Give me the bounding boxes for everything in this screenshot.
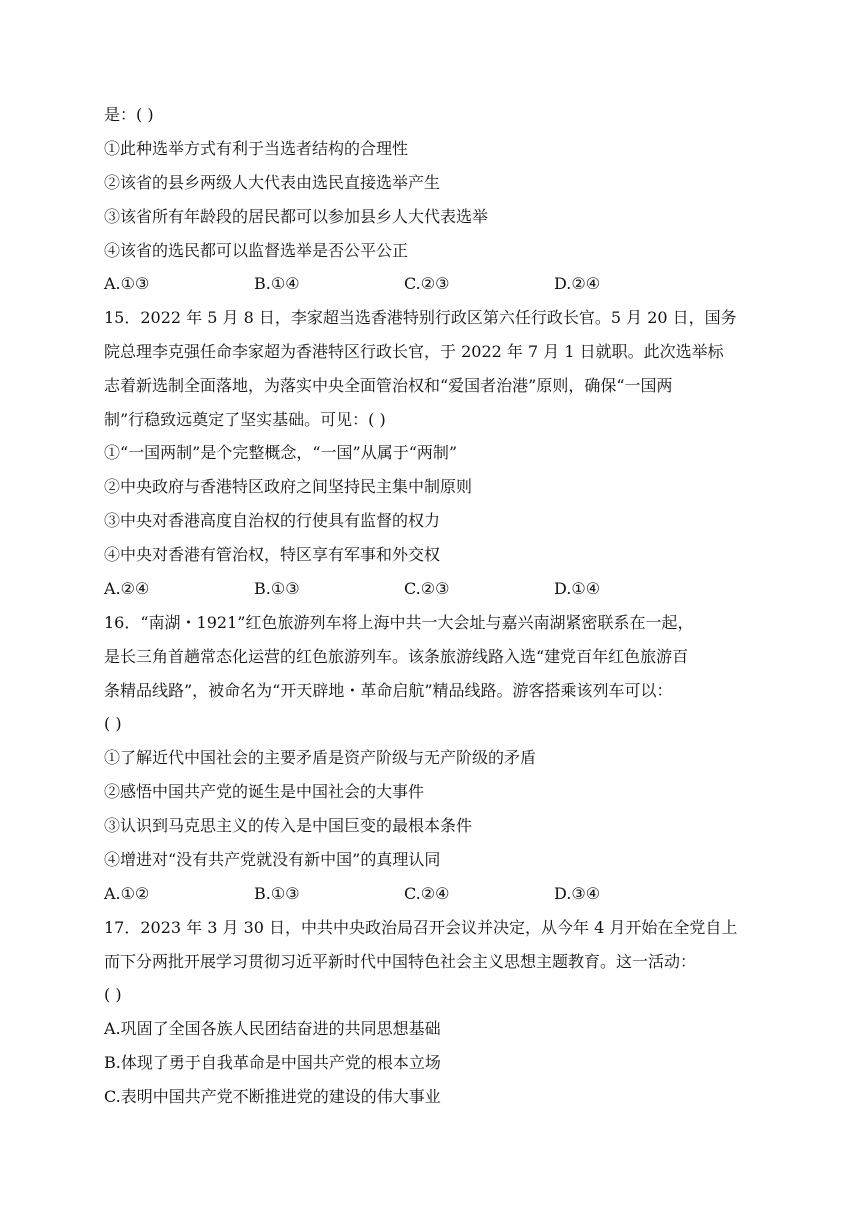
q14-statement-4: ④该省的选民都可以监督选举是否公平公正 xyxy=(104,241,409,260)
q17-stem-line-2: 而下分两批开展学习贯彻习近平新时代中国特色社会主义思想主题教育。这一活动： xyxy=(104,952,697,971)
q16-option-b[interactable]: B.①③ xyxy=(254,884,300,903)
q14-statement-3: ③该省所有年龄段的居民都可以参加县乡人大代表选举 xyxy=(104,207,489,226)
q16-stem-line-1: 16．“南湖・1921”红色旅游列车将上海中共一大会址与嘉兴南湖紧密联系在一起， xyxy=(104,613,694,632)
q15-option-c[interactable]: C.②③ xyxy=(404,579,450,598)
q15-stem-line-3: 志着新选制全面落地，为落实中央全面管治权和“爱国者治港”原则，确保“一国两 xyxy=(104,376,673,395)
q17-option-b[interactable]: B.体现了勇于自我革命是中国共产党的根本立场 xyxy=(104,1053,441,1072)
q14-options xyxy=(104,273,764,295)
q14-statement-1: ①此种选举方式有利于当选者结构的合理性 xyxy=(104,139,409,158)
q16-stem-line-4: ( ) xyxy=(104,714,122,733)
q14-option-d[interactable]: D.②④ xyxy=(554,274,601,293)
q16-option-c[interactable]: C.②④ xyxy=(404,884,450,903)
q16-statement-4: ④增进对“没有共产党就没有新中国”的真理认同 xyxy=(104,850,441,869)
q16-stem-line-3: 条精品线路”，被命名为“开天辟地・革命启航”精品线路。游客搭乘该列车可以： xyxy=(104,681,673,700)
q15-options xyxy=(104,578,764,600)
q15-statement-1: ①“一国两制”是个完整概念，“一国”从属于“两制” xyxy=(104,443,458,462)
q16-option-a[interactable]: A.①② xyxy=(104,884,150,903)
q16-statement-3: ③认识到马克思主义的传入是中国巨变的最根本条件 xyxy=(104,816,473,835)
q15-stem-line-4: 制”行稳致远奠定了坚实基础。可见：( ) xyxy=(104,410,386,429)
q17-stem-line-1: 17．2023 年 3 月 30 日，中共中央政治局召开会议并决定，从今年 4 月开始在全党自上 xyxy=(104,918,738,937)
q16-stem-line-2: 是长三角首趟常态化运营的红色旅游列车。该条旅游线路入选“建党百年红色旅游百 xyxy=(104,647,689,666)
q14-statement-2: ②该省的县乡两级人大代表由选民直接选举产生 xyxy=(104,173,441,192)
q15-option-d[interactable]: D.①④ xyxy=(554,579,601,598)
q17-option-c[interactable]: C.表明中国共产党不断推进党的建设的伟大事业 xyxy=(104,1087,441,1106)
q16-options xyxy=(104,883,764,905)
q15-option-a[interactable]: A.②④ xyxy=(104,579,150,598)
q15-stem-line-2: 院总理李克强任命李家超为香港特区行政长官，于 2022 年 7 月 1 日就职。此次选举标 xyxy=(104,342,724,361)
q15-stem-line-1: 15．2022 年 5 月 8 日，李家超当选香港特别行政区第六任行政长官。5 月 20 日，国务 xyxy=(104,308,737,327)
q15-option-b[interactable]: B.①③ xyxy=(254,579,300,598)
q15-statement-4: ④中央对香港有管治权，特区享有军事和外交权 xyxy=(104,545,441,564)
q14-option-a[interactable]: A.①③ xyxy=(104,274,150,293)
q16-option-d[interactable]: D.③④ xyxy=(554,884,601,903)
q15-statement-3: ③中央对香港高度自治权的行使具有监督的权力 xyxy=(104,511,441,530)
q16-statement-2: ②感悟中国共产党的诞生是中国社会的大事件 xyxy=(104,782,425,801)
q14-stem-tail: 是：( ) xyxy=(104,105,154,124)
q17-option-a[interactable]: A.巩固了全国各族人民团结奋进的共同思想基础 xyxy=(104,1019,441,1038)
q15-statement-2: ②中央政府与香港特区政府之间坚持民主集中制原则 xyxy=(104,477,473,496)
q16-statement-1: ①了解近代中国社会的主要矛盾是资产阶级与无产阶级的矛盾 xyxy=(104,748,537,767)
q14-option-c[interactable]: C.②③ xyxy=(404,274,450,293)
q17-stem-line-3: ( ) xyxy=(104,985,122,1004)
q14-option-b[interactable]: B.①④ xyxy=(254,274,300,293)
